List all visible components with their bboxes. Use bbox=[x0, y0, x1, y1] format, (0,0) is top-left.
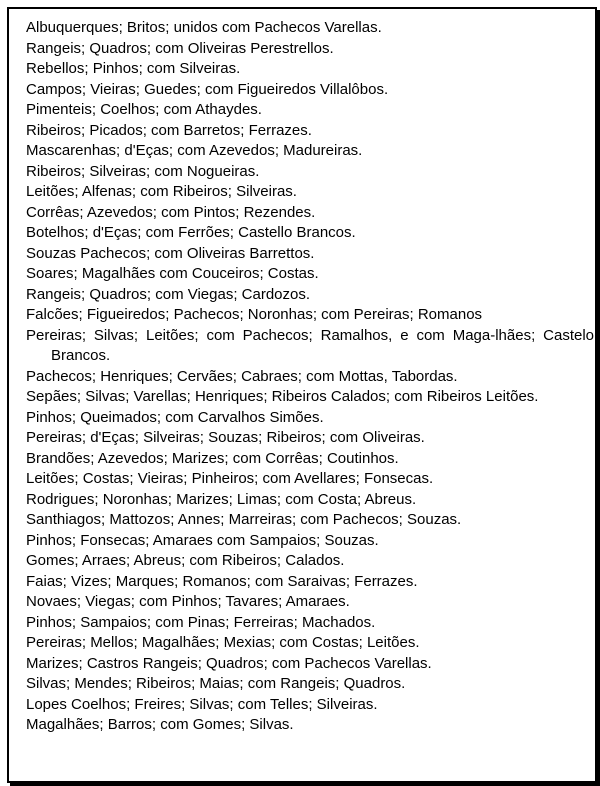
list-item: Pachecos; Henriques; Cervães; Cabraes; com Mottas, Tabordas. bbox=[26, 367, 458, 385]
list-item: Leitões; Alfenas; com Ribeiros; Silveiras. bbox=[26, 183, 297, 200]
list-item: Lopes Coelhos; Freires; Silvas; com Telles; Silveiras. bbox=[26, 695, 378, 713]
list-item: Silvas; Mendes; Ribeiros; Maias; com Rangeis; Quadros. bbox=[26, 675, 406, 692]
list-item: Pinhos; Fonsecas; Amaraes com Sampaios; Souzas. bbox=[26, 531, 379, 549]
list-item: Falcões; Figueiredos; Pachecos; Noronhas; com Pereiras; Romanos bbox=[26, 306, 483, 323]
list-item: Soares; Magalhães com Couceiros; Costas. bbox=[26, 265, 319, 282]
list-item: Gomes; Arraes; Abreus; com Ribeiros; Calados. bbox=[26, 552, 345, 569]
list-item: Corrêas; Azevedos; com Pintos; Rezendes. bbox=[26, 203, 316, 221]
list-item: Botelhos; d'Eças; com Ferrões; Castello Brancos. bbox=[26, 224, 356, 241]
list-item: Santhiagos; Mattozos; Annes; Marreiras; com Pachecos; Souzas. bbox=[26, 511, 462, 528]
list-item: Sepães; Silvas; Varellas; Henriques; Ribeiros Calados; com Ribeiros Leitões. bbox=[26, 388, 539, 405]
list-item: Pereiras; Silvas; Leitões; com Pachecos; Ramalhos, e com Maga-lhães; Castelo Brancos. bbox=[26, 326, 594, 364]
list-item: Rangeis; Quadros; com Viegas; Cardozos. bbox=[26, 285, 311, 303]
list-item: Albuquerques; Britos; unidos com Pachecos Varellas. bbox=[26, 19, 382, 36]
list-item: Pereiras; Mellos; Magalhães; Mexias; com Costas; Leitões. bbox=[26, 634, 420, 651]
list-item: Pinhos; Sampaios; com Pinas; Ferreiras; Machados. bbox=[26, 613, 376, 631]
list-item: Campos; Vieiras; Guedes; com Figueiredos Villalôbos. bbox=[26, 80, 389, 98]
list-item: Leitões; Costas; Vieiras; Pinheiros; com Avellares; Fonsecas. bbox=[26, 470, 434, 487]
list-item: Magalhães; Barros; com Gomes; Silvas. bbox=[26, 716, 294, 733]
list-item: Pinhos; Queimados; com Carvalhos Simões. bbox=[26, 408, 324, 426]
list-item: Rodrigues; Noronhas; Marizes; Limas; com Costa; Abreus. bbox=[26, 490, 417, 508]
list-item: Brandões; Azevedos; Marizes; com Corrêas; Coutinhos. bbox=[26, 449, 399, 467]
list-item: Souzas Pachecos; com Oliveiras Barrettos. bbox=[26, 244, 315, 262]
list-item: Ribeiros; Picados; com Barretos; Ferrazes. bbox=[26, 121, 312, 139]
list-item: Novaes; Viegas; com Pinhos; Tavares; Amaraes. bbox=[26, 593, 350, 610]
list-item: Pereiras; d'Eças; Silveiras; Souzas; Ribeiros; com Oliveiras. bbox=[26, 429, 425, 446]
list-item: Pimenteis; Coelhos; com Athaydes. bbox=[26, 101, 262, 118]
list-item: Ribeiros; Silveiras; com Nogueiras. bbox=[26, 162, 260, 180]
document-frame bbox=[7, 7, 597, 783]
list-item: Faias; Vizes; Marques; Romanos; com Saraivas; Ferrazes. bbox=[26, 572, 418, 590]
list-item: Mascarenhas; d'Eças; com Azevedos; Madureiras. bbox=[26, 142, 363, 159]
list-item: Rangeis; Quadros; com Oliveiras Perestrellos. bbox=[26, 39, 334, 57]
list-item: Marizes; Castros Rangeis; Quadros; com Pachecos Varellas. bbox=[26, 654, 432, 672]
family-alliance-list bbox=[26, 18, 594, 736]
list-item: Rebellos; Pinhos; com Silveiras. bbox=[26, 60, 241, 77]
